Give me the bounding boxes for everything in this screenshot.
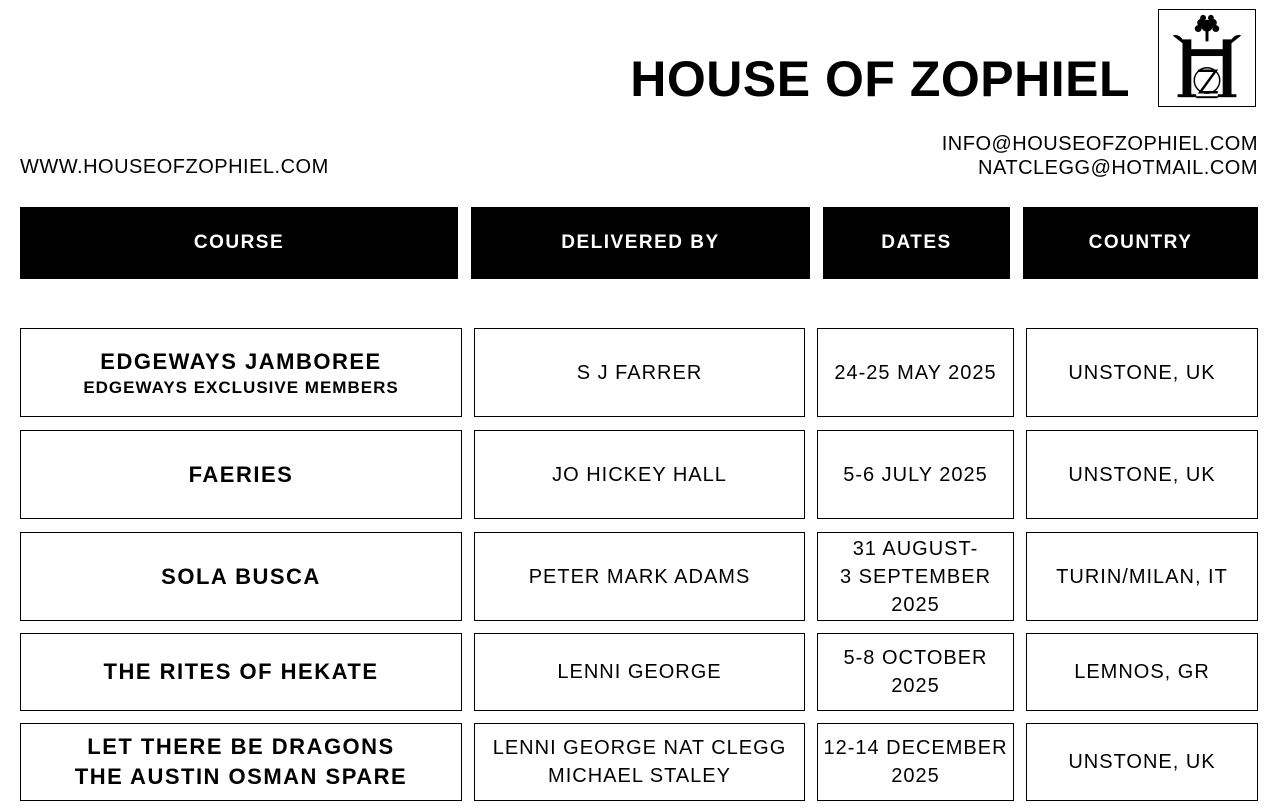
course-cell-line: EDGEWAYS JAMBOREE [100, 348, 382, 374]
delivered-by-cell-line: PETER MARK ADAMS [528, 565, 751, 588]
delivered-by-cell [474, 723, 805, 801]
course-cell [20, 532, 462, 621]
column-header-course: COURSE [20, 207, 458, 279]
page-title: HOUSE OF ZOPHIEL [630, 51, 1130, 107]
dates-cell [817, 328, 1014, 417]
course-cell-line: FAERIES [188, 461, 294, 487]
course-cell [20, 723, 462, 801]
dates-cell-line: 2025 [891, 765, 940, 787]
delivered-by-cell-line: S J FARRER [576, 361, 703, 384]
dates-cell-line: 5-8 OCTOBER [843, 647, 988, 669]
dates-cell [817, 633, 1014, 711]
country-cell [1026, 633, 1258, 711]
delivered-by-cell [474, 430, 805, 519]
course-cell [20, 430, 462, 519]
column-header-country: COUNTRY [1023, 207, 1258, 279]
delivered-by-cell-line: MICHAEL STALEY [548, 765, 731, 787]
website-link[interactable]: WWW.HOUSEOFZOPHIEL.COM [20, 156, 329, 178]
course-cell [20, 328, 462, 417]
country-cell-line: LEMNOS, GR [1074, 661, 1210, 683]
column-header-delivered-by: DELIVERED BY [471, 207, 810, 279]
country-cell-line: UNSTONE, UK [1068, 463, 1216, 486]
delivered-by-cell [474, 532, 805, 621]
course-cell-line: THE RITES OF HEKATE [103, 659, 379, 684]
country-cell-line: UNSTONE, UK [1068, 751, 1216, 773]
course-cell-line: SOLA BUSCA [161, 563, 321, 589]
country-cell-line: UNSTONE, UK [1068, 361, 1216, 384]
dates-cell-line: 2025 [891, 675, 940, 697]
email-link[interactable]: INFO@HOUSEOFZOPHIEL.COM [941, 133, 1258, 155]
country-cell-line: TURIN/MILAN, IT [1056, 565, 1228, 588]
dates-cell-line: 12-14 DECEMBER [823, 737, 1008, 759]
course-cell-line: EDGEWAYS EXCLUSIVE MEMBERS [83, 377, 399, 397]
email-contacts [942, 132, 1258, 180]
dates-cell-line: 2025 [891, 593, 940, 616]
delivered-by-cell [474, 633, 805, 711]
country-cell [1026, 430, 1258, 519]
dates-cell-line: 3 SEPTEMBER [839, 565, 992, 588]
country-cell [1026, 532, 1258, 621]
column-header-dates: DATES [823, 207, 1010, 279]
delivered-by-cell-line: LENNI GEORGE NAT CLEGG [492, 737, 787, 759]
email-link[interactable]: NATCLEGG@HOTMAIL.COM [978, 157, 1258, 179]
hz-monogram-logo-icon [1158, 9, 1256, 107]
course-cell-line: LET THERE BE DRAGONS [87, 734, 395, 759]
delivered-by-cell-line: LENNI GEORGE [557, 661, 722, 683]
country-cell [1026, 723, 1258, 801]
country-cell [1026, 328, 1258, 417]
dates-cell-line: 24-25 MAY 2025 [834, 361, 997, 384]
course-cell [20, 633, 462, 711]
delivered-by-cell-line: JO HICKEY HALL [552, 463, 727, 486]
course-cell-line: THE AUSTIN OSMAN SPARE [74, 764, 408, 789]
dates-cell-line: 5-6 JULY 2025 [843, 463, 988, 486]
dates-cell [817, 532, 1014, 621]
dates-cell [817, 723, 1014, 801]
dates-cell [817, 430, 1014, 519]
delivered-by-cell [474, 328, 805, 417]
dates-cell-line: 31 AUGUST- [852, 537, 979, 560]
